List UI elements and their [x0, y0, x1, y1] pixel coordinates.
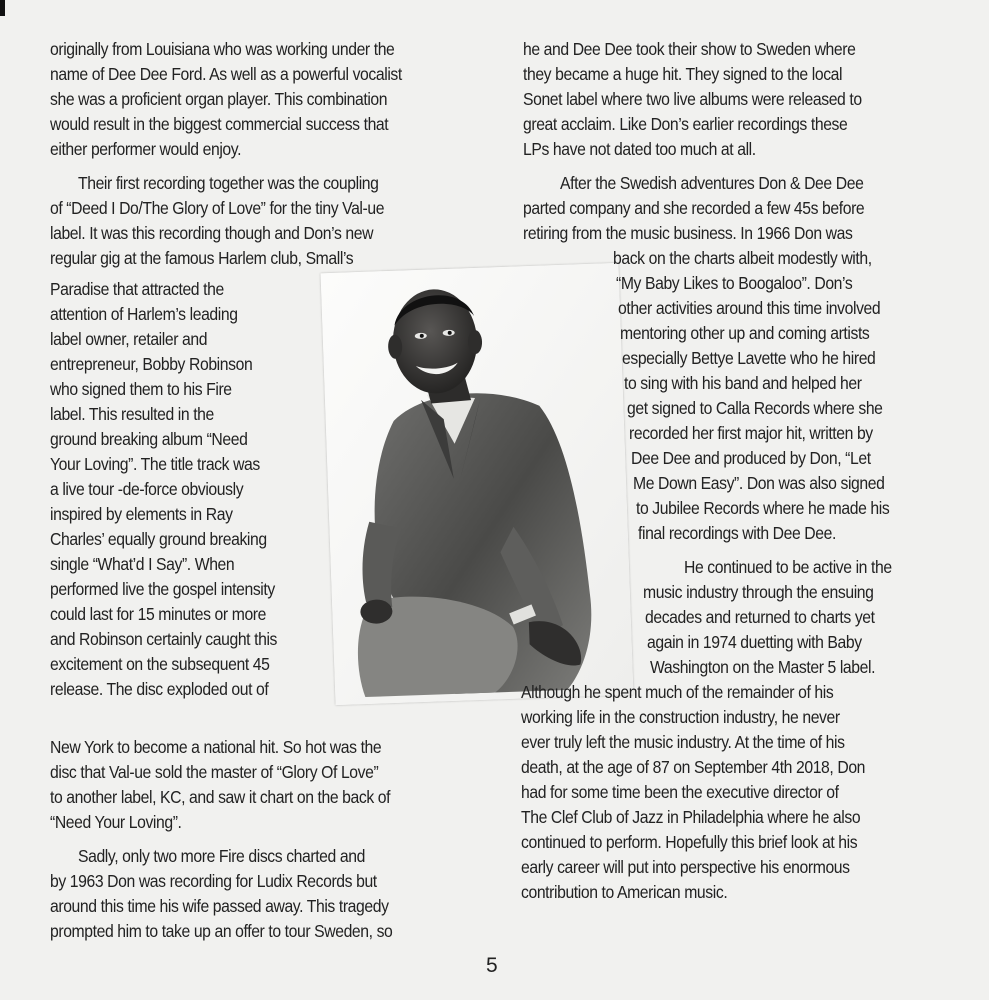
right-line: After the Swedish adventures Don & Dee Dee — [560, 173, 864, 193]
left-line: Their first recording together was the coupling — [78, 173, 379, 193]
right-line: LPs have not dated too much at all. — [523, 139, 756, 159]
right-line: “My Baby Likes to Boogaloo”. Don’s — [616, 273, 853, 293]
portrait-photo — [321, 263, 634, 705]
portrait-photo-icon — [321, 263, 634, 705]
right-line: Dee Dee and produced by Don, “Let — [631, 448, 871, 468]
left-line: regular gig at the famous Harlem club, Small’s — [50, 248, 354, 268]
left-line: New York to become a national hit. So hot was the — [50, 737, 382, 757]
right-line: to Jubilee Records where he made his — [636, 498, 890, 518]
right-line: working life in the construction industry, he never — [521, 707, 840, 727]
left-line: either performer would enjoy. — [50, 139, 242, 159]
right-line: continued to perform. Hopefully this brief look at his — [521, 832, 858, 852]
left-line: and Robinson certainly caught this — [50, 629, 278, 649]
right-line: He continued to be active in the — [684, 557, 892, 577]
left-line: who signed them to his Fire — [50, 379, 232, 399]
left-line: attention of Harlem’s leading — [50, 304, 238, 324]
right-line: they became a huge hit. They signed to the local — [523, 64, 843, 84]
left-line: name of Dee Dee Ford. As well as a powerful vocalist — [50, 64, 402, 84]
left-line: release. The disc exploded out of — [50, 679, 269, 699]
left-line: she was a proficient organ player. This combination — [50, 89, 388, 109]
left-line: would result in the biggest commercial success that — [50, 114, 389, 134]
right-line: Sonet label where two live albums were released to — [523, 89, 862, 109]
right-line: ever truly left the music industry. At the time of his — [521, 732, 845, 752]
right-line: parted company and she recorded a few 45s before — [523, 198, 865, 218]
left-line: label owner, retailer and — [50, 329, 208, 349]
left-line: Your Loving”. The title track was — [50, 454, 260, 474]
left-line: inspired by elements in Ray — [50, 504, 233, 524]
left-line: to another label, KC, and saw it chart on the back of — [50, 787, 391, 807]
right-line: The Clef Club of Jazz in Philadelphia where he also — [521, 807, 861, 827]
page-number: 5 — [486, 954, 498, 977]
corner-crop-mark — [0, 0, 5, 16]
right-line: final recordings with Dee Dee. — [638, 523, 836, 543]
right-line: especially Bettye Lavette who he hired — [622, 348, 876, 368]
left-line: prompted him to take up an offer to tour Sweden, so — [50, 921, 393, 941]
right-line: Me Down Easy”. Don was also signed — [633, 473, 885, 493]
right-line: contribution to American music. — [521, 882, 728, 902]
left-line: could last for 15 minutes or more — [50, 604, 266, 624]
left-line: by 1963 Don was recording for Ludix Records but — [50, 871, 377, 891]
left-line: around this time his wife passed away. This tragedy — [50, 896, 389, 916]
left-line: excitement on the subsequent 45 — [50, 654, 270, 674]
left-line: Sadly, only two more Fire discs charted and — [78, 846, 365, 866]
right-line: great acclaim. Like Don’s earlier recordings these — [523, 114, 848, 134]
left-line: originally from Louisiana who was working under the — [50, 39, 395, 59]
right-line: recorded her first major hit, written by — [629, 423, 873, 443]
right-line: back on the charts albeit modestly with, — [613, 248, 872, 268]
right-line: decades and returned to charts yet — [645, 607, 875, 627]
right-line: music industry through the ensuing — [643, 582, 874, 602]
right-line: Although he spent much of the remainder of his — [521, 682, 834, 702]
left-line: “Need Your Loving”. — [50, 812, 182, 832]
left-line: Charles’ equally ground breaking — [50, 529, 267, 549]
left-line: entrepreneur, Bobby Robinson — [50, 354, 253, 374]
right-line: he and Dee Dee took their show to Sweden where — [523, 39, 856, 59]
left-line: of “Deed I Do/The Glory of Love” for the tiny Val-ue — [50, 198, 385, 218]
right-line: had for some time been the executive director of — [521, 782, 839, 802]
left-line: single “What’d I Say”. When — [50, 554, 235, 574]
left-line: Paradise that attracted the — [50, 279, 224, 299]
right-line: mentoring other up and coming artists — [620, 323, 870, 343]
right-line: early career will put into perspective his enormous — [521, 857, 850, 877]
right-line: to sing with his band and helped her — [624, 373, 862, 393]
left-line: ground breaking album “Need — [50, 429, 248, 449]
left-line: label. It was this recording though and Don’s new — [50, 223, 374, 243]
right-line: retiring from the music business. In 1966 Don was — [523, 223, 853, 243]
left-line: performed live the gospel intensity — [50, 579, 275, 599]
left-line: a live tour -de-force obviously — [50, 479, 244, 499]
right-line: get signed to Calla Records where she — [627, 398, 883, 418]
right-line: other activities around this time involved — [618, 298, 881, 318]
left-line: label. This resulted in the — [50, 404, 214, 424]
right-line: Washington on the Master 5 label. — [650, 657, 876, 677]
left-line: disc that Val-ue sold the master of “Glory Of Love” — [50, 762, 379, 782]
right-line: again in 1974 duetting with Baby — [647, 632, 862, 652]
right-line: death, at the age of 87 on September 4th 2018, Don — [521, 757, 866, 777]
